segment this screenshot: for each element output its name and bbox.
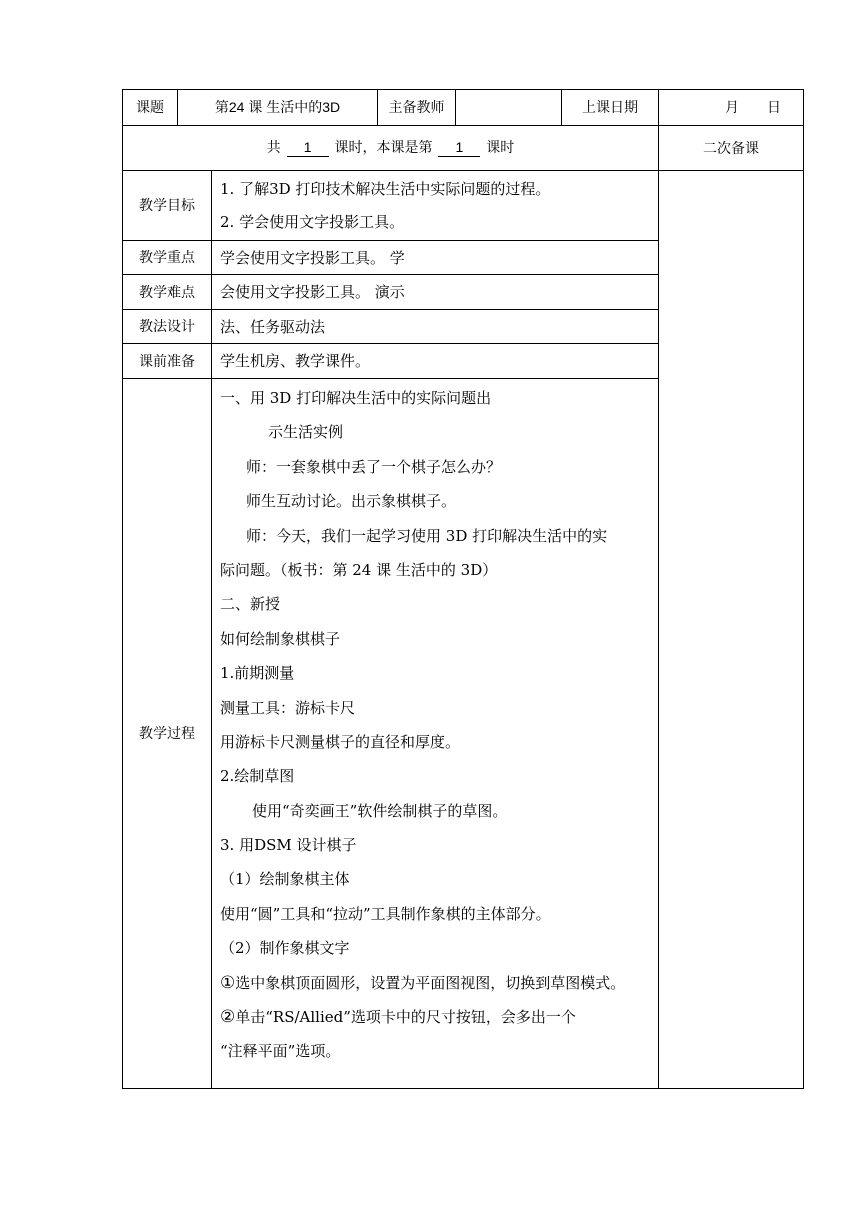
- difficulty-value: 会使用文字投影工具。 演示: [212, 275, 659, 310]
- topic-value: 第24 课 生活中的3D: [178, 90, 378, 126]
- goal-label: 教学目标: [123, 171, 212, 241]
- hours-current[interactable]: 1: [438, 140, 480, 156]
- lesson-plan-table: [122, 89, 804, 1089]
- goal-line-2: 2. 学会使用文字投影工具。: [220, 212, 405, 231]
- process-content: [212, 379, 659, 1089]
- process-line-4: 师生互动讨论。出示象棋棋子。: [246, 492, 457, 511]
- second-prep-column[interactable]: [659, 171, 804, 1089]
- goal-value: [212, 171, 659, 241]
- process-line-1: 一、用 3D 打印解决生活中的实际问题出: [220, 389, 492, 407]
- teacher-value[interactable]: [456, 90, 562, 126]
- process-line-9: 1.前期测量: [220, 664, 295, 683]
- hours-suffix: 课时: [486, 139, 515, 156]
- date-value[interactable]: [659, 90, 804, 126]
- prep-value: 学生机房、教学课件。: [212, 344, 659, 379]
- key-label: 教学重点: [123, 241, 212, 275]
- topic-label: 课题: [123, 90, 178, 126]
- process-line-5: 师：今天，我们一起学习使用 3D 打印解决生活中的实: [246, 526, 608, 545]
- process-line-17: （2）制作象棋文字: [220, 939, 350, 958]
- teacher-label: 主备教师: [378, 90, 456, 126]
- hours-middle: 课时，本课是第: [334, 139, 433, 156]
- date-label: 上课日期: [562, 90, 659, 126]
- process-line-10: 测量工具：游标卡尺: [220, 698, 356, 717]
- difficulty-label: 教学难点: [123, 275, 212, 310]
- hours-row: [123, 126, 804, 171]
- header-row: [123, 90, 804, 126]
- date-month: 月: [725, 99, 739, 116]
- process-line-12: 2.绘制草图: [220, 767, 295, 786]
- method-value: 法、任务驱动法: [212, 310, 659, 344]
- process-line-8: 如何绘制象棋棋子: [220, 629, 341, 648]
- process-line-18: [212, 966, 658, 1000]
- process-line-6: 际问题。（板书：第 24 课 生活中的 3D）: [220, 560, 498, 579]
- prep-label: 课前准备: [123, 344, 212, 379]
- process-line-14: 3. 用DSM 设计棋子: [220, 836, 357, 855]
- process-line-18-text: 选中象棋顶面圆形，设置为平面图视图，切换到草图模式。: [235, 973, 626, 992]
- process-line-16: 使用“圆”工具和“拉动”工具制作象棋的主体部分。: [220, 904, 551, 923]
- process-line-11: 用游标卡尺测量棋子的直径和厚度。: [220, 732, 461, 751]
- method-label: 教法设计: [123, 310, 212, 344]
- hours-text: [123, 126, 659, 171]
- date-day: 日: [767, 99, 781, 116]
- process-line-2: 示生活实例: [268, 423, 344, 442]
- process-line-19: [212, 1000, 658, 1034]
- step-1-marker: ①: [220, 972, 236, 993]
- hours-total[interactable]: 1: [287, 140, 329, 156]
- step-2-marker: ②: [220, 1007, 236, 1028]
- process-line-3: 师：一套象棋中丢了一个棋子怎么办？: [246, 457, 502, 476]
- process-line-13: 使用“奇奕画王”软件绘制棋子的草图。: [252, 801, 508, 820]
- process-line-20: “注释平面”选项。: [220, 1042, 341, 1061]
- process-line-15: （1）绘制象棋主体: [220, 870, 350, 889]
- goal-line-1: 1. 了解3D 打印技术解决生活中实际问题的过程。: [220, 179, 551, 198]
- process-label: 教学过程: [123, 379, 212, 1089]
- goal-row: [123, 171, 804, 241]
- hours-prefix: 共: [266, 139, 281, 156]
- key-value: 学会使用文字投影工具。 学: [212, 241, 659, 275]
- second-prep-label: 二次备课: [659, 126, 804, 171]
- process-line-7: 二、新授: [220, 595, 281, 614]
- process-line-19-text: 单击“RS/Allied”选项卡中的尺寸按钮，会多出一个: [235, 1008, 576, 1027]
